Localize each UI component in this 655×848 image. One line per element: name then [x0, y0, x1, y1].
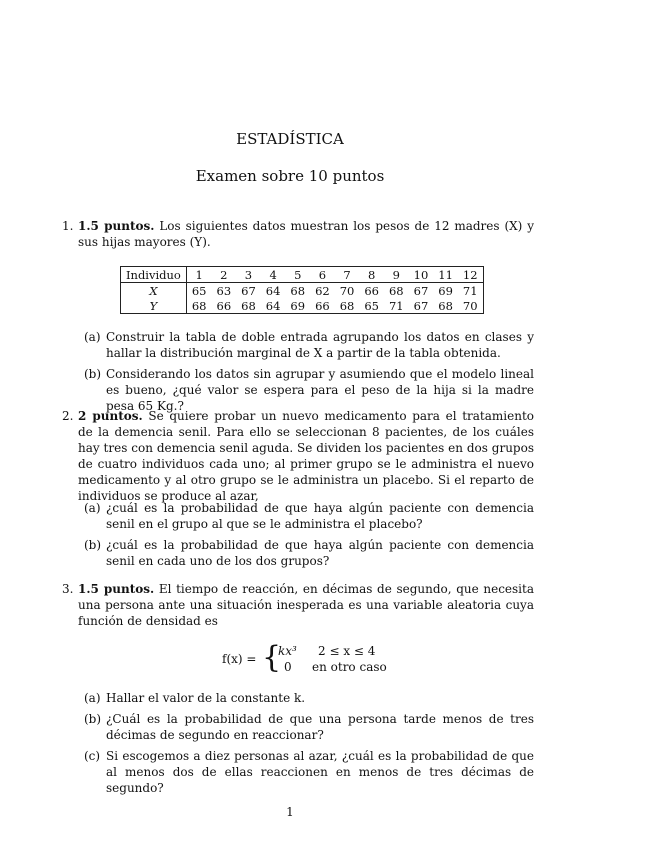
table-cell: 66	[216, 298, 232, 313]
table-cell: 4	[261, 267, 286, 283]
question-3-part-a	[84, 690, 534, 706]
table-cell: 64	[265, 283, 281, 298]
table-cell: 71	[462, 283, 478, 298]
formula-case2-cond: en otro caso	[312, 660, 387, 674]
question-1	[62, 218, 534, 250]
question-3	[62, 581, 534, 629]
part-label: (b)	[84, 367, 102, 381]
table-cell: 3	[236, 267, 261, 283]
table-cell: 68	[438, 298, 453, 313]
part-label: (c)	[84, 749, 101, 763]
weights-table	[120, 266, 484, 314]
table-cell: 62	[315, 283, 330, 298]
table-cell: 70	[339, 283, 355, 298]
table-cell: 69	[290, 298, 306, 313]
table-cell: 69	[438, 283, 453, 298]
table-cell: 68	[290, 283, 306, 298]
question-2-text	[78, 408, 534, 504]
table-row-y	[121, 298, 484, 314]
question-1-statement: Los siguientes datos muestran los pesos de 12 madres (X) y sus hijas mayores (Y).	[78, 219, 535, 249]
formula-brace: {	[262, 640, 282, 675]
table-header-row	[121, 267, 484, 283]
question-2-number: 2.	[62, 409, 74, 423]
table-cell: 67	[413, 298, 429, 313]
question-3-text	[78, 581, 534, 629]
question-2-part-a	[84, 500, 534, 532]
page-title: ESTADÍSTICA	[236, 130, 344, 148]
formula-case1-expr: kx³	[278, 644, 297, 658]
question-1-part-a	[84, 329, 534, 361]
table-row-label-y: Y	[121, 298, 187, 314]
question-3-number: 3.	[62, 582, 74, 596]
question-1-text	[78, 218, 534, 250]
table-row-label-x: X	[121, 283, 187, 299]
question-3-statement: El tiempo de reacción, en décimas de segundo, que necesita una persona ante una situación inesperada es una variable aleatoria cuya función de densidad es	[78, 582, 534, 628]
table-cell: 10	[409, 267, 434, 283]
part-label: (b)	[84, 538, 102, 552]
part-label: (a)	[84, 691, 101, 705]
formula-case1-cond: 2 ≤ x ≤ 4	[318, 644, 376, 658]
part-text: ¿Cuál es la probabilidad de que una persona tarde menos de tres décimas de segundo en reaccionar?	[106, 712, 534, 742]
question-2-statement: Se quiere probar un nuevo medicamento para el tratamiento de la demencia senil. Para ello se seleccionan 8 pacientes, de los cuáles hay tres con demencia senil aguda. Se dividen los pacientes en dos grupos de cuatro individuos cada uno; al primer grupo se le administra el nuevo medicamento y al otro grupo se le administra un placebo. Si el reparto de individuos se produce al azar,	[78, 409, 534, 503]
formula-lhs: f(x) =	[222, 652, 257, 666]
table-cell: 1	[186, 267, 211, 283]
question-1-part-b	[84, 366, 534, 414]
table-cell: 2	[212, 267, 237, 283]
part-label: (b)	[84, 712, 102, 726]
table-cell: 9	[384, 267, 409, 283]
part-text: ¿cuál es la probabilidad de que haya algún paciente con demencia senil en el grupo al que se le administra el placebo?	[106, 501, 534, 531]
part-text: Considerando los datos sin agrupar y asumiendo que el modelo lineal es bueno, ¿qué valor se espera para el peso de la hija si la madre pesa 65 Kg.?	[106, 367, 534, 413]
table-cell: 8	[359, 267, 384, 283]
page-number: 1	[286, 805, 294, 819]
table-cell: 5	[285, 267, 310, 283]
table-cell: 64	[265, 298, 281, 313]
part-text: Construir la tabla de doble entrada agrupando los datos en clases y hallar la distribución marginal de X a partir de la tabla obtenida.	[106, 330, 534, 360]
question-3-points: 1.5 puntos.	[78, 582, 155, 596]
question-2-part-b	[84, 537, 534, 569]
formula-case2-expr: 0	[284, 660, 292, 674]
part-label: (a)	[84, 330, 101, 344]
part-text: Si escogemos a diez personas al azar, ¿cuál es la probabilidad de que al menos dos de ellas reaccionen en menos de tres décimas de segundo?	[106, 749, 534, 795]
part-text: ¿cuál es la probabilidad de que haya algún paciente con demencia senil en cada uno de los dos grupos?	[106, 538, 534, 568]
table-header-label: Individuo	[121, 267, 187, 283]
part-label: (a)	[84, 501, 101, 515]
question-1-points: 1.5 puntos.	[78, 219, 155, 233]
table-cell: 68	[339, 298, 355, 313]
table-cell: 68	[388, 283, 404, 298]
table-cell: 7	[335, 267, 360, 283]
table-cell: 66	[315, 298, 330, 313]
table-cell: 6	[310, 267, 335, 283]
table-cell: 71	[388, 298, 404, 313]
table-cell: 12	[458, 267, 483, 283]
table-row-x	[121, 283, 484, 299]
table-cell: 63	[216, 283, 232, 298]
question-2	[62, 408, 534, 504]
table-cell: 70	[462, 298, 478, 313]
question-3-part-b	[84, 711, 534, 743]
table-cell: 67	[241, 283, 256, 298]
density-formula	[222, 640, 422, 676]
question-1-number: 1.	[62, 219, 74, 233]
table-cell: 68	[191, 298, 207, 313]
table-cell: 65	[191, 283, 207, 298]
page-subtitle: Examen sobre 10 puntos	[195, 167, 385, 185]
table-cell: 11	[433, 267, 458, 283]
table-cell: 68	[241, 298, 256, 313]
table-cell: 66	[364, 283, 379, 298]
table-cell: 65	[364, 298, 379, 313]
table-cell: 67	[413, 283, 429, 298]
question-3-part-c	[84, 748, 534, 796]
part-text: Hallar el valor de la constante k.	[106, 691, 306, 705]
question-2-points: 2 puntos.	[78, 409, 143, 423]
